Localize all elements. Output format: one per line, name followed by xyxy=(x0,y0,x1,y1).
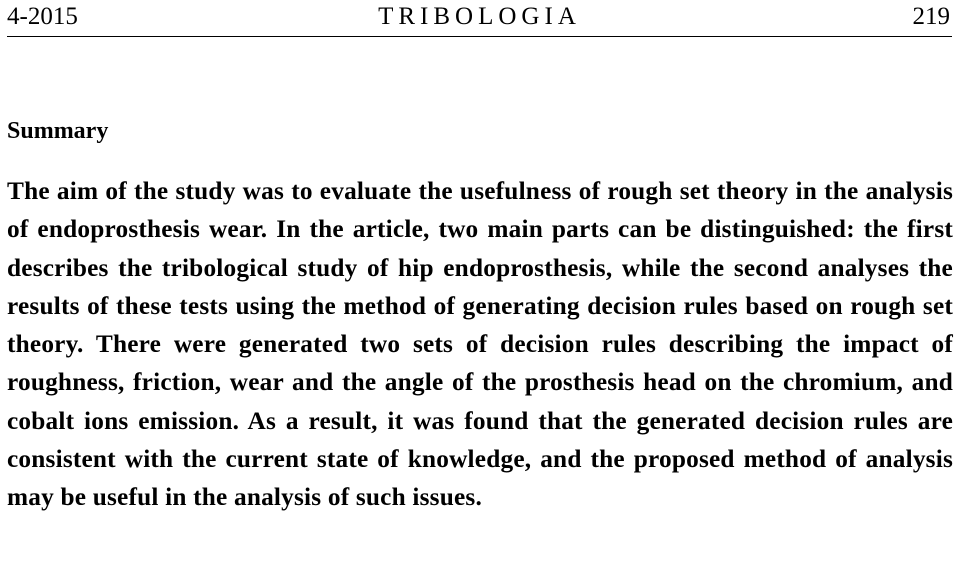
journal-title: TRIBOLOGIA xyxy=(378,3,581,30)
page-number: 219 xyxy=(912,3,950,30)
issue-label: 4-2015 xyxy=(7,3,78,30)
summary-heading: Summary xyxy=(7,118,109,144)
running-header xyxy=(7,0,952,37)
summary-paragraph: The aim of the study was to evaluate the usefulness of rough set theory in the analysis of endoprosthesis wear. In the article, two main parts can be distinguished: the first describes the tribological study of hip endoprosthesis, while the second analyses the results of these tests using the method of generating decision rules based on rough set theory. There were generated two sets of decision rules describing the impact of roughness, friction, wear and the angle of the prosthesis head on the chromium, and cobalt ions emission. As a result, it was found that the generated decision rules are consistent with the current state of knowledge, and the proposed method of analysis may be useful in the analysis of such issues. xyxy=(7,177,953,512)
